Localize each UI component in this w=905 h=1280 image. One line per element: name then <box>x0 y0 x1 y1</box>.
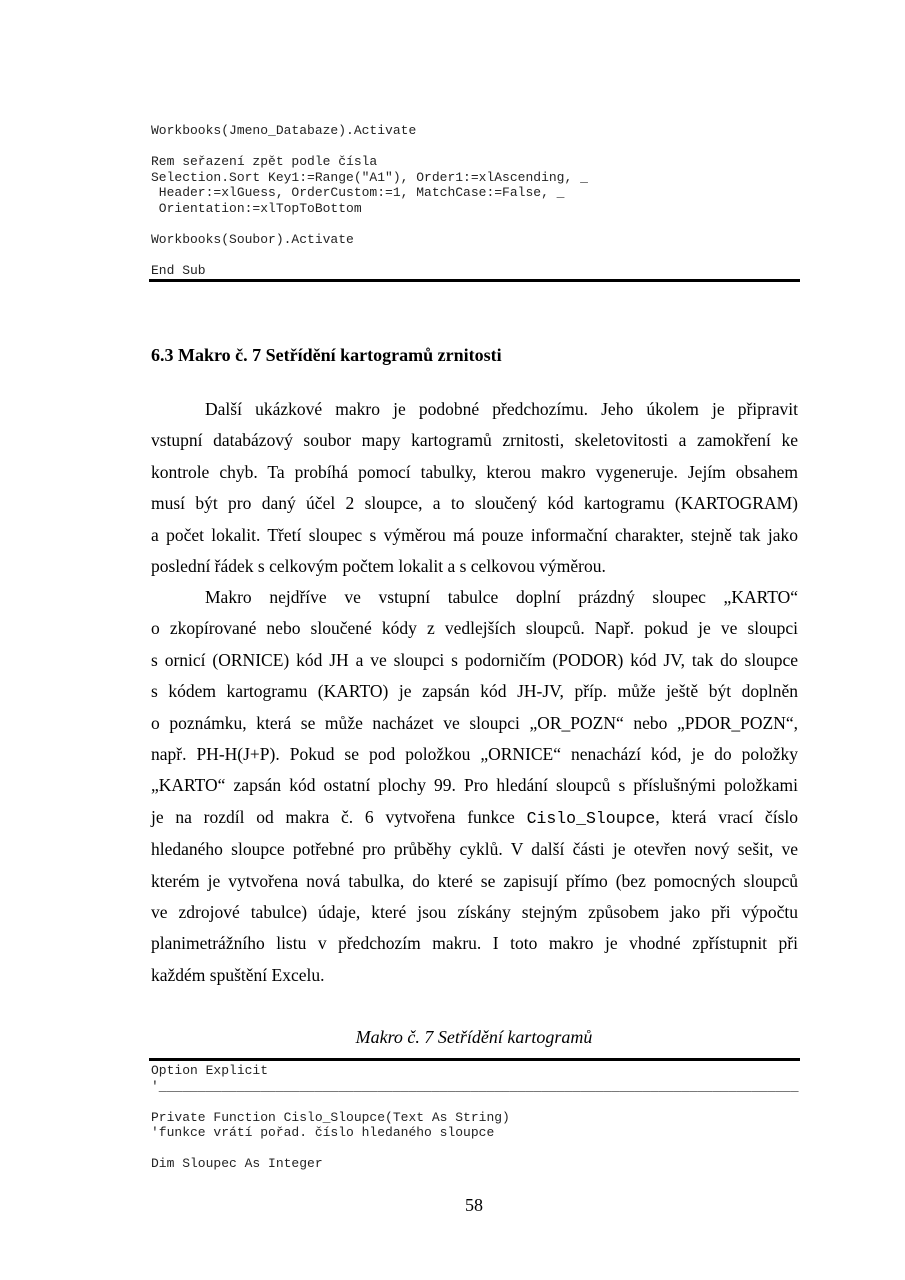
text-line: kontrole chyb. Ta probíhá pomocí tabulky, kterou makro vygeneruje. Jejím obsahem <box>151 461 798 482</box>
text-line: Makro nejdříve ve vstupní tabulce doplní prázdný sloupec „KARTO“ <box>205 587 798 607</box>
code-block-top <box>151 123 588 278</box>
code-top-rule <box>149 1058 800 1061</box>
inline-function-name: Cislo_Sloupce <box>526 808 656 828</box>
text-line: kterém je vytvořena nová tabulka, do které se zapisují přímo (bez pomocných sloupců <box>151 870 798 891</box>
page-number: 58 <box>465 1195 483 1215</box>
code-top-line: Selection.Sort Key1:=Range("A1"), Order1:=xlAscending, _ <box>151 169 588 185</box>
text-line: Další ukázkové makro je podobné předchozímu. Jeho úkolem je připravit <box>205 399 798 419</box>
paragraph-2 <box>151 582 798 991</box>
text-line: „KARTO“ zapsán kód ostatní plochy 99. Pro hledání sloupců s příslušnými položkami <box>151 775 798 796</box>
code-block-bottom <box>151 1063 799 1172</box>
code-bottom-rule <box>149 279 800 282</box>
text-line: poslední řádek s celkovým počtem lokalit a s celkovou výměrou. <box>151 556 606 577</box>
text-line: např. PH-H(J+P). Pokud se pod položkou „ORNICE“ nenachází kód, je do položky <box>151 744 798 765</box>
code-bottom-line: Dim Sloupec As Integer <box>151 1156 323 1171</box>
code-top-line: Header:=xlGuess, OrderCustom:=1, MatchCase:=False, _ <box>158 185 565 200</box>
section-heading: 6.3 Makro č. 7 Setřídění kartogramů zrnitosti <box>151 345 502 365</box>
code-bottom-line: Option Explicit <box>151 1063 269 1078</box>
code-top-line: Workbooks(Jmeno_Databaze).Activate <box>151 123 417 138</box>
text-line: o poznámku, která se může nacházet ve sloupci „OR_POZN“ nebo „PDOR_POZN“, <box>151 712 798 733</box>
text-line: hledaného sloupce potřebné pro průběhy cyklů. V další části je otevřen nový sešit, ve <box>151 839 798 860</box>
text-line: vstupní databázový soubor mapy kartogramů zrnitosti, skeletovitosti a zamokření ke <box>151 430 798 451</box>
text-line-with-code: je na rozdíl od makra č. 6 vytvořena funkce Cislo_Sloupce, která vrací číslo <box>151 806 798 828</box>
text-line: planimetrážního listu v předchozím makru. I toto makro je vhodné zpřístupnit při <box>151 933 798 954</box>
code-bottom-line: '__________________________________________________________________________________ <box>151 1078 799 1094</box>
code-top-line: Workbooks(Soubor).Activate <box>151 231 354 247</box>
text-line: o zkopírované nebo sloučené kódy z vedlejších sloupců. Např. pokud je ve sloupci <box>151 618 798 639</box>
text-line: a počet lokalit. Třetí sloupec s výměrou má pouze informační charakter, stejně tak jako <box>151 524 798 545</box>
paragraph-1 <box>151 394 798 582</box>
text-line: ve zdrojové tabulce) údaje, které jsou získány stejným způsobem jako při výpočtu <box>151 902 798 923</box>
listing-caption: Makro č. 7 Setřídění kartogramů <box>355 1027 593 1047</box>
text-line: každém spuštění Excelu. <box>151 964 325 985</box>
text-line: musí být pro daný účel 2 sloupce, a to sloučený kód kartogramu (KARTOGRAM) <box>151 493 798 514</box>
code-bottom-line: 'funkce vrátí pořad. číslo hledaného sloupce <box>151 1125 495 1140</box>
text-line: s ornicí (ORNICE) kód JH a ve sloupci s podorničím (PODOR) kód JV, tak do sloupce <box>151 649 798 670</box>
code-top-line: Orientation:=xlTopToBottom <box>158 200 362 216</box>
code-top-line: Rem seřazení zpět podle čísla <box>151 154 378 169</box>
text-line: s kódem kartogramu (KARTO) je zapsán kód JH-JV, příp. může ještě být doplněn <box>151 681 798 702</box>
code-top-line: End Sub <box>151 262 206 278</box>
code-bottom-line: Private Function Cislo_Sloupce(Text As String) <box>151 1109 510 1125</box>
